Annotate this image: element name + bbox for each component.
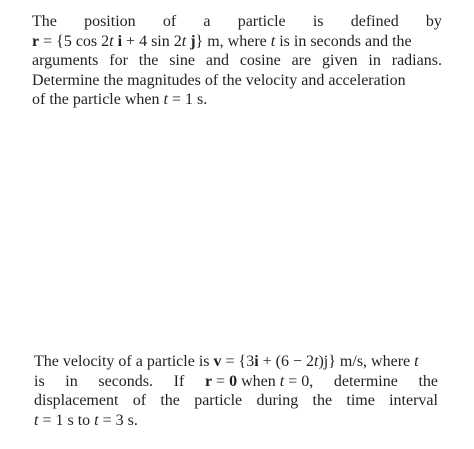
word: of bbox=[32, 91, 46, 108]
problem-2-line-2 bbox=[34, 372, 438, 392]
word: radians. bbox=[391, 52, 442, 69]
problem-1-line-1 bbox=[32, 12, 442, 32]
problem-1-line-5 bbox=[32, 90, 442, 110]
word: seconds. bbox=[98, 372, 154, 390]
problem-1-line-2 bbox=[32, 32, 442, 52]
word: arguments bbox=[32, 52, 99, 69]
problem-1-text bbox=[32, 12, 442, 110]
word: the bbox=[312, 392, 333, 409]
word: given bbox=[321, 52, 358, 69]
word: interval bbox=[389, 392, 438, 409]
word: is bbox=[34, 372, 45, 390]
word: for bbox=[109, 52, 128, 69]
velocity-equation-text: The velocity of a particle is v = {3i + (6 − 2t)j} m/s, where t bbox=[34, 353, 419, 370]
word: during bbox=[256, 392, 299, 409]
word: a bbox=[203, 13, 211, 30]
word: the bbox=[418, 372, 438, 390]
word: is bbox=[312, 13, 324, 30]
word: the bbox=[138, 52, 159, 69]
word: of bbox=[132, 392, 147, 409]
word: Determine the magnitudes of the velocity and acceleration bbox=[32, 71, 406, 89]
word: time bbox=[346, 392, 375, 409]
word: and bbox=[205, 52, 229, 69]
word: defined bbox=[350, 13, 399, 30]
problem-1-line-4 bbox=[32, 71, 442, 91]
word: If bbox=[173, 372, 185, 390]
problem-2-line-3 bbox=[34, 391, 438, 411]
word: sine bbox=[169, 52, 195, 69]
word: cosine bbox=[239, 52, 281, 69]
word: in bbox=[368, 52, 381, 69]
problem-2-line-4 bbox=[34, 411, 438, 431]
word: particle bbox=[72, 91, 121, 108]
word: position bbox=[84, 13, 136, 30]
word: in bbox=[65, 372, 78, 390]
word: particle bbox=[194, 392, 243, 409]
word: determine bbox=[333, 372, 398, 390]
problem-1-line-3 bbox=[32, 51, 442, 71]
position-equation-text: r = {5 cos 2t i + 4 sin 2t j} m, where t is in seconds and the bbox=[32, 32, 412, 50]
word: by bbox=[425, 13, 442, 30]
time-interval: t = 1 s to t = 3 s. bbox=[34, 411, 138, 429]
problem-2-text bbox=[34, 352, 438, 430]
word: The bbox=[32, 13, 57, 30]
word: when bbox=[124, 91, 160, 108]
problem-2-line-1 bbox=[34, 352, 438, 372]
time-value: t = 1 s. bbox=[163, 91, 208, 108]
word: the bbox=[160, 392, 180, 409]
word: the bbox=[49, 91, 69, 108]
initial-condition: r = 0 when t = 0, bbox=[204, 372, 314, 390]
word: particle bbox=[237, 13, 286, 30]
word: displacement bbox=[34, 392, 119, 409]
word: are bbox=[291, 52, 312, 69]
word: of bbox=[162, 13, 177, 30]
